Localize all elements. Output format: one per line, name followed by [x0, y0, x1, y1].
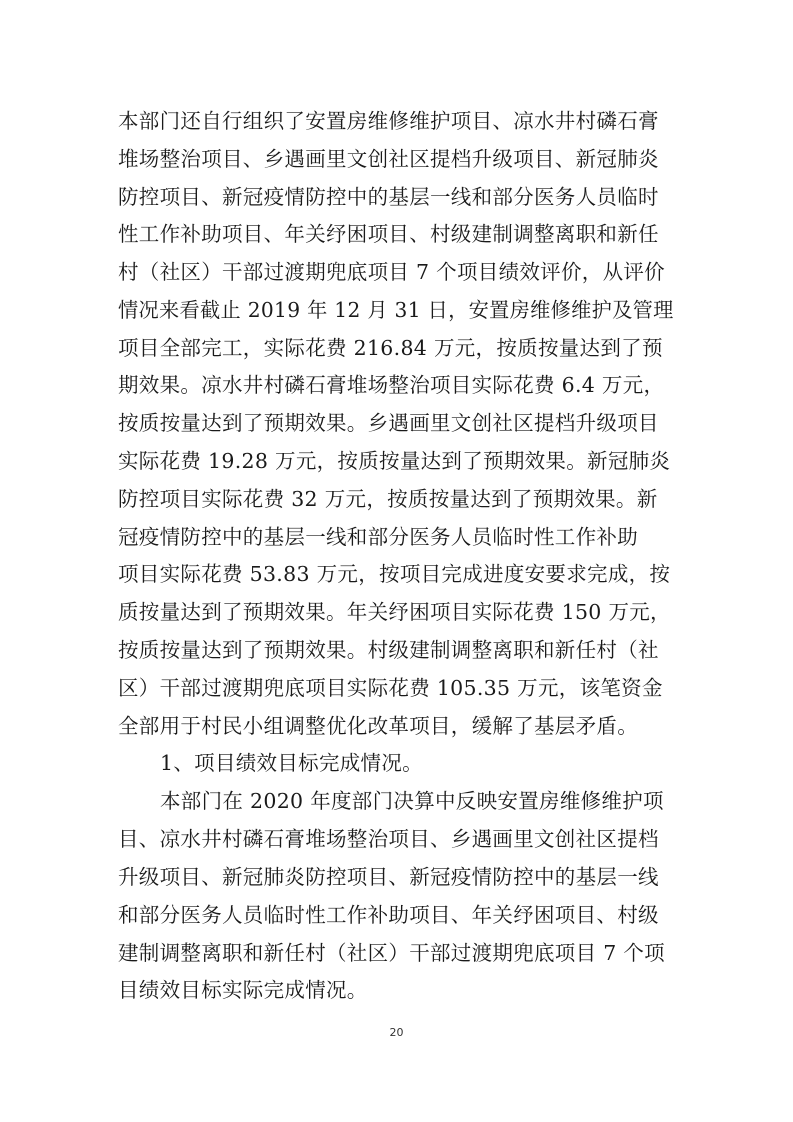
- text-line: 期效果。凉水井村磷石膏堆场整治项目实际花费 6.4 万元，: [118, 373, 665, 397]
- text-line: 全部用于村民小组调整优化改革项目，缓解了基层矛盾。: [118, 714, 638, 738]
- section-heading: 1、项目绩效目标完成情况。: [160, 751, 423, 775]
- text-line: 质按量达到了预期效果。年关纾困项目实际花费 150 万元，: [118, 600, 671, 624]
- text-line: 目绩效目标实际完成情况。: [118, 978, 368, 1002]
- text-line: 区）干部过渡期兜底项目实际花费 105.35 万元，该笔资金: [118, 676, 663, 700]
- text-line: 按质按量达到了预期效果。乡遇画里文创社区提档升级项目: [118, 411, 659, 435]
- text-line: 性工作补助项目、年关纾困项目、村级建制调整离职和新任: [118, 222, 659, 246]
- text-line: 本部门在 2020 年度部门决算中反映安置房维修维护项: [160, 789, 664, 813]
- text-line: 冠疫情防控中的基层一线和部分医务人员临时性工作补助: [118, 525, 638, 549]
- text-line: 项目全部完工，实际花费 216.84 万元，按质按量达到了预: [118, 336, 663, 360]
- text-line: 实际花费 19.28 万元，按质按量达到了预期效果。新冠肺炎: [118, 449, 671, 473]
- text-line: 堆场整治项目、乡遇画里文创社区提档升级项目、新冠肺炎: [118, 147, 659, 171]
- text-line: 项目实际花费 53.83 万元，按项目完成进度安要求完成，按: [118, 562, 671, 586]
- text-line: 村（社区）干部过渡期兜底项目 7 个项目绩效评价，从评价: [118, 260, 665, 284]
- text-line: 情况来看截止 2019 年 12 月 31 日，安置房维修维护及管理: [118, 298, 674, 322]
- text-line: 按质按量达到了预期效果。村级建制调整离职和新任村（社: [118, 638, 659, 662]
- text-line: 升级项目、新冠肺炎防控项目、新冠疫情防控中的基层一线: [118, 865, 659, 889]
- text-line: 本部门还自行组织了安置房维修维护项目、凉水井村磷石膏: [118, 109, 659, 133]
- text-line: 目、凉水井村磷石膏堆场整治项目、乡遇画里文创社区提档: [118, 827, 659, 851]
- text-line: 防控项目实际花费 32 万元，按质按量达到了预期效果。新: [118, 487, 658, 511]
- text-line: 和部分医务人员临时性工作补助项目、年关纾困项目、村级: [118, 903, 659, 927]
- text-line: 防控项目、新冠疫情防控中的基层一线和部分医务人员临时: [118, 185, 659, 209]
- page-number: 20: [389, 1026, 404, 1039]
- text-line: 建制调整离职和新任村（社区）干部过渡期兜底项目 7 个项: [118, 941, 665, 965]
